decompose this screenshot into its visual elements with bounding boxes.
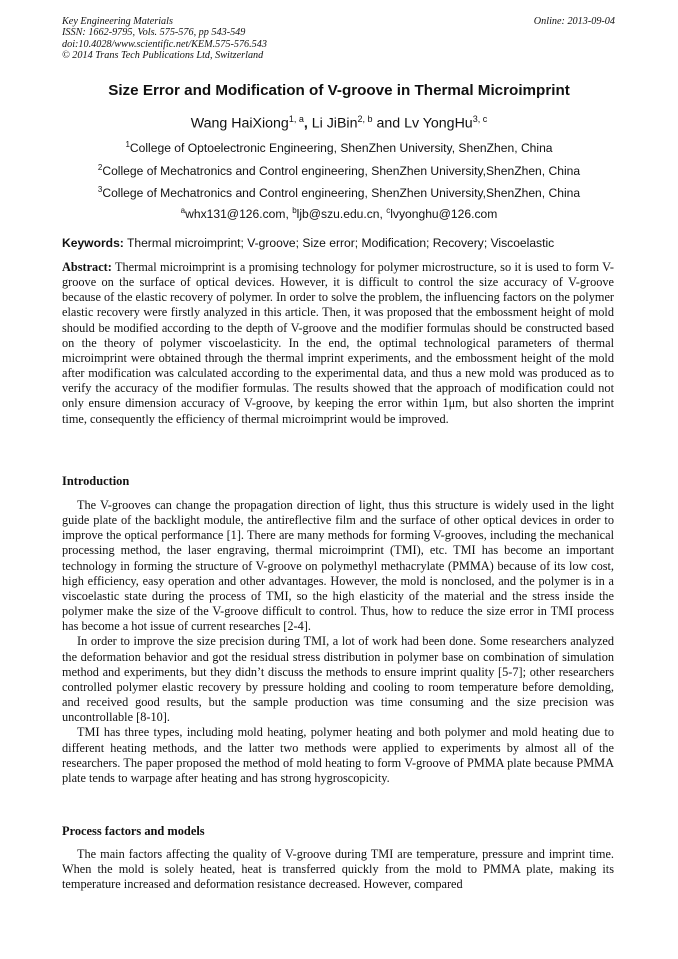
keywords-label: Keywords: bbox=[62, 236, 124, 250]
journal-header bbox=[62, 16, 267, 62]
email-sup: b bbox=[292, 206, 297, 215]
author-sup: 1, a bbox=[288, 114, 304, 124]
keywords-text: Thermal microimprint; V-groove; Size error; Modification; Recovery; Viscoelastic bbox=[123, 236, 555, 250]
abstract-label: Abstract: bbox=[62, 260, 112, 274]
process-body bbox=[62, 847, 614, 892]
email-line bbox=[0, 206, 678, 221]
affiliation-sup: 3 bbox=[97, 185, 103, 194]
intro-body bbox=[62, 498, 614, 786]
affiliation-text: College of Optoelectronic Engineering, ShenZhen University, ShenZhen, China bbox=[129, 141, 553, 156]
author-sup: 3, c bbox=[472, 114, 488, 124]
email-text[interactable]: ljb@szu.edu.cn, bbox=[296, 207, 387, 222]
intro-paragraph: The V-grooves can change the propagation direction of light, thus this structure is widely used in the light guide plate of the backlight module, the antireflective film and the surface of other optical devices in order to improve the optical performance [1]. There are many methods for forming V-grooves, including the mechanical processing method, the laser engraving, thermal microimprint (TMI), etc. TMI has become an important technology in forming the structure of V-groove on polymethyl methacrylate (PMMA) because of its low cost, high efficiency, easy operation and other advantages. However, the mold is nonclosed, and the polymer is in a viscoelastic state during the process of TMI, so the high elasticity of the material and the stress inside the polymer make the size of the V-groove difficult to control. Thus, how to reduce the size error in TMI process has become a hot issue of current researches [2-4]. bbox=[62, 498, 614, 634]
affiliation-1 bbox=[0, 140, 678, 155]
intro-paragraph: TMI has three types, including mold heating, polymer heating and both polymer and mold heating due to different heating methods, and the latter two methods were applied to experiments by almost all of the researchers. The paper proposed the method of mold heating to form V-groove of PMMA plate because PMMA plate tends to warpage after heating and has strong hygroscopicity. bbox=[62, 725, 614, 785]
affiliation-text: College of Mechatronics and Control engineering, ShenZhen University,ShenZhen, China bbox=[102, 186, 581, 201]
online-date: Online: 2013-09-04 bbox=[533, 16, 615, 27]
process-heading: Process factors and models bbox=[62, 824, 205, 838]
abstract bbox=[62, 260, 614, 427]
author-sep: , bbox=[303, 115, 312, 132]
affiliation-3 bbox=[0, 185, 678, 200]
affiliation-text: College of Mechatronics and Control engineering, ShenZhen University,ShenZhen, China bbox=[102, 164, 581, 179]
journal-name: Key Engineering Materials bbox=[62, 16, 173, 27]
author-line bbox=[0, 114, 678, 132]
author-name: Lv YongHu bbox=[404, 115, 473, 132]
author-sup: 2, b bbox=[357, 114, 373, 124]
copyright-line: © 2014 Trans Tech Publications Ltd, Switzerland bbox=[62, 50, 264, 62]
author-sep: and bbox=[372, 115, 405, 132]
issn-line: ISSN: 1662-9795, Vols. 575-576, pp 543-549 bbox=[62, 27, 246, 39]
email-text[interactable]: lvyonghu@126.com bbox=[390, 207, 498, 222]
intro-heading: Introduction bbox=[62, 474, 130, 488]
affiliation-sup: 2 bbox=[97, 163, 103, 172]
email-sup: c bbox=[386, 206, 391, 215]
process-paragraph: The main factors affecting the quality of V-groove during TMI are temperature, pressure and imprint time. When the mold is solely heated, heat is transferred quickly from the mold to PMMA plate, making its temperature increased and deformation resistance decreased. However, compared bbox=[62, 847, 614, 892]
author-name: Li JiBin bbox=[311, 115, 358, 132]
author-name: Wang HaiXiong bbox=[190, 115, 289, 132]
affiliation-2 bbox=[0, 163, 678, 178]
email-sup: a bbox=[180, 206, 186, 215]
intro-paragraph: In order to improve the size precision during TMI, a lot of work had been done. Some researchers analyzed the deformation behavior and got the residual stress distribution in polymer base on combination of simulation method and experiments, but they didn’t discuss the methods to ensure imprint quality [5-7]; other researchers controlled polymer elastic recovery by pressure holding and cooling to room temperature before demolding, and received good results, but the sample production was time consuming and the size precision was uncontrollable [8-10]. bbox=[62, 634, 614, 725]
keywords bbox=[62, 236, 614, 250]
abstract-text: Thermal microimprint is a promising technology for polymer microstructure, so it is used to form V-groove on the surface of optical devices. However, it is difficult to control the size accuracy of V-groove because of the elastic recovery of polymer. In order to solve the problem, the influencing factors on the polymer elastic recovery were firstly analyzed in this article. Then, it was proposed that the embossment height of mold should be modified according to the depth of V-groove and the modifier formulas should be constructed based on the theory of polymer viscoelasticity. In the end, the optimal technological parameters of thermal microimprint were obtained through the thermal imprint experiments, and the embossment height of the mold after modification was calculated according to the experimental data, and thus a new mold was produced as to verify the accuracy of the modifier formulas. The results showed that the approach of modification could not only ensure dimension accuracy of V-groove, by keeping the error within 1μm, but also shorten the imprint time, consequently the efficiency of thermal microimprint would be improved. bbox=[62, 260, 614, 426]
email-text[interactable]: whx131@126.com, bbox=[185, 207, 293, 222]
paper-title: Size Error and Modification of V-groove in Thermal Microimprint bbox=[108, 82, 570, 99]
affiliation-sup: 1 bbox=[125, 140, 130, 149]
doi-line: doi:10.4028/www.scientific.net/KEM.575-576.543 bbox=[62, 38, 267, 50]
